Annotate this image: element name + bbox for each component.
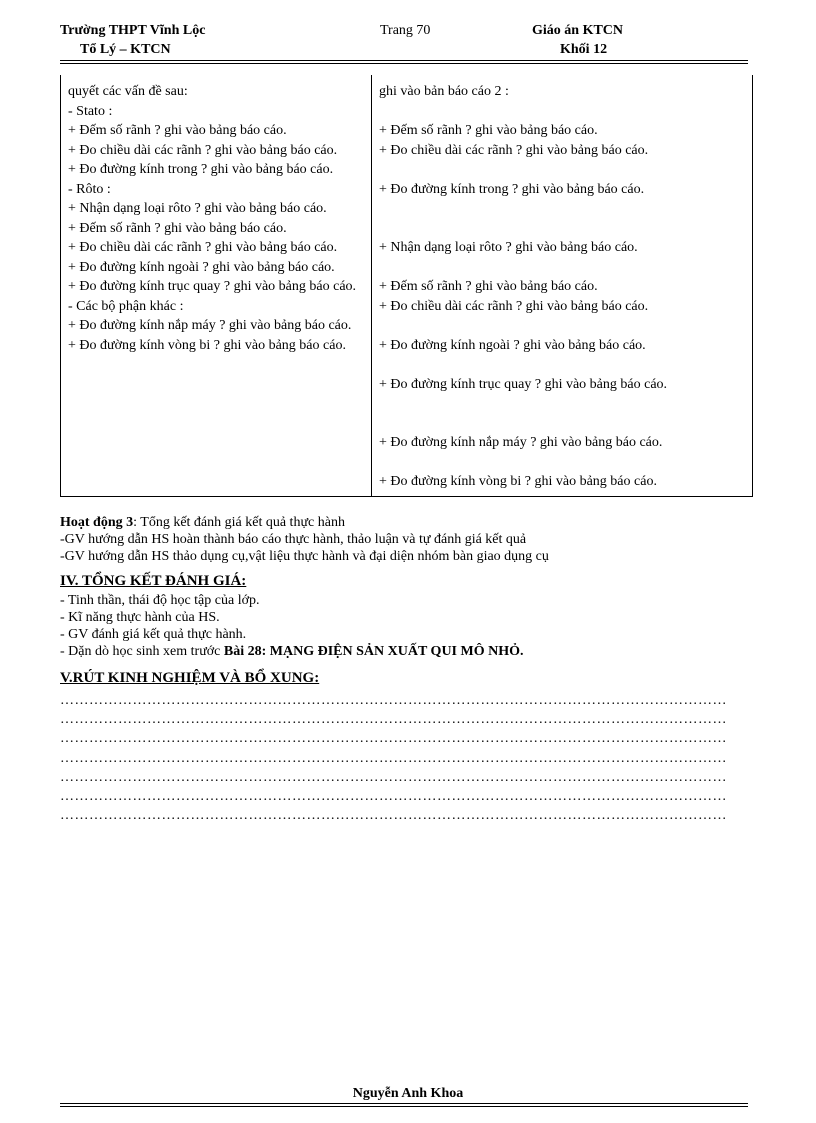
left-line: - Các bộ phận khác : xyxy=(68,298,184,314)
left-line: quyết các vấn đề sau: xyxy=(68,84,188,99)
activity-label: Hoạt động 3 xyxy=(60,515,134,530)
left-line: + Đếm số rãnh ? ghi vào bảng báo cáo. xyxy=(68,220,287,236)
left-line: + Đo chiều dài các rãnh ? ghi vào bảng báo cáo. xyxy=(68,142,338,158)
left-line: - Stato : xyxy=(68,103,113,119)
left-line: + Đo đường kính ngoài ? ghi vào bảng báo cáo. xyxy=(68,259,335,275)
right-line: + Đo đường kính ngoài ? ghi vào bảng báo cáo. xyxy=(379,337,646,353)
right-line: + Đếm số rãnh ? ghi vào bảng báo cáo. xyxy=(379,279,598,294)
right-line: + Đo đường kính vòng bi ? ghi vào bảng báo cáo. xyxy=(379,474,657,489)
dotted-line: ………………………………………………………………………………………………………………………… xyxy=(60,789,727,805)
section-experience xyxy=(60,670,760,687)
header-page-number: Trang 70 xyxy=(380,23,431,38)
dotted-line: ………………………………………………………………………………………………………………………… xyxy=(60,750,727,766)
activity-line: -GV hướng dẫn HS thảo dụng cụ,vật liệu thực hành và đại diện nhóm bàn giao dụng cụ xyxy=(60,549,549,564)
left-line: + Đếm số rãnh ? ghi vào bảng báo cáo. xyxy=(68,123,287,138)
left-line: + Đo đường kính trục quay ? ghi vào bảng báo cáo. xyxy=(68,279,357,294)
dotted-line: ………………………………………………………………………………………………………………………… xyxy=(60,731,727,747)
footer-rule xyxy=(60,1103,748,1107)
left-line: - Rôto : xyxy=(68,181,111,197)
summary-item: - Kĩ năng thực hành của HS. xyxy=(60,610,220,625)
left-line: + Đo đường kính trong ? ghi vào bảng báo cáo. xyxy=(68,162,334,177)
activity-title: : Tổng kết đánh giá kết quả thực hành xyxy=(133,515,345,530)
right-line: + Đo chiều dài các rãnh ? ghi vào bảng báo cáo. xyxy=(379,298,649,314)
dotted-line: ………………………………………………………………………………………………………………………… xyxy=(60,693,727,708)
summary-item: - Tinh thần, thái độ học tập của lớp. xyxy=(60,593,260,608)
table-row xyxy=(61,75,753,496)
student-activity-cell xyxy=(372,75,753,496)
left-line: + Đo đường kính nắp máy ? ghi vào bảng báo cáo. xyxy=(68,318,352,333)
section-summary xyxy=(60,573,760,660)
right-line: ghi vào bản báo cáo 2 : xyxy=(379,84,509,99)
section-summary-title: IV. TỔNG KẾT ĐÁNH GIÁ: xyxy=(60,573,247,589)
homework-lesson-title: MẠNG ĐIỆN SẢN XUẤT QUI MÔ NHỎ. xyxy=(269,644,524,659)
lesson-activity-table xyxy=(60,75,753,497)
teacher-activity-cell xyxy=(61,75,372,496)
header-department: Tổ Lý – KTCN xyxy=(80,42,171,57)
right-line: + Đo đường kính trục quay ? ghi vào bảng báo cáo. xyxy=(379,376,668,392)
summary-item: - GV đánh giá kết quả thực hành. xyxy=(60,627,247,642)
section-experience-title: V.RÚT KINH NGHIỆM VÀ BỔ XUNG: xyxy=(60,670,320,686)
right-line: + Nhận dạng loại rôto ? ghi vào bảng báo cáo. xyxy=(379,240,638,255)
activity-line: -GV hướng dẫn HS hoàn thành báo cáo thực hành, thảo luận và tự đánh giá kết quả xyxy=(60,532,527,547)
homework-lesson-number: Bài 28: xyxy=(223,644,270,659)
left-line: + Đo chiều dài các rãnh ? ghi vào bảng báo cáo. xyxy=(68,240,338,255)
right-line: + Đo chiều dài các rãnh ? ghi vào bảng báo cáo. xyxy=(379,142,649,158)
header-document-title: Giáo án KTCN xyxy=(532,23,624,38)
header-grade: Khối 12 xyxy=(560,42,608,57)
left-line: + Nhận dạng loại rôto ? ghi vào bảng báo cáo. xyxy=(68,201,327,216)
right-line: + Đếm số rãnh ? ghi vào bảng báo cáo. xyxy=(379,123,598,138)
dotted-line: ………………………………………………………………………………………………………………………… xyxy=(60,769,727,785)
footer-author: Nguyễn Anh Khoa xyxy=(352,1086,464,1101)
homework-prefix: - Dặn dò học sinh xem trước xyxy=(60,644,224,659)
left-line: + Đo đường kính vòng bi ? ghi vào bảng báo cáo. xyxy=(68,337,346,353)
right-line: + Đo đường kính trong ? ghi vào bảng báo cáo. xyxy=(379,181,645,197)
activity-3-block xyxy=(60,514,760,565)
notes-dotted-lines xyxy=(60,691,750,825)
dotted-line: ………………………………………………………………………………………………………………………… xyxy=(60,808,727,824)
right-line: + Đo đường kính nắp máy ? ghi vào bảng báo cáo. xyxy=(379,435,663,450)
activity-heading xyxy=(60,514,760,531)
header-rule xyxy=(60,60,748,64)
dotted-line: ………………………………………………………………………………………………………………………… xyxy=(60,712,727,728)
summary-item-homework xyxy=(60,643,760,660)
header-school: Trường THPT Vĩnh Lộc xyxy=(60,23,206,38)
